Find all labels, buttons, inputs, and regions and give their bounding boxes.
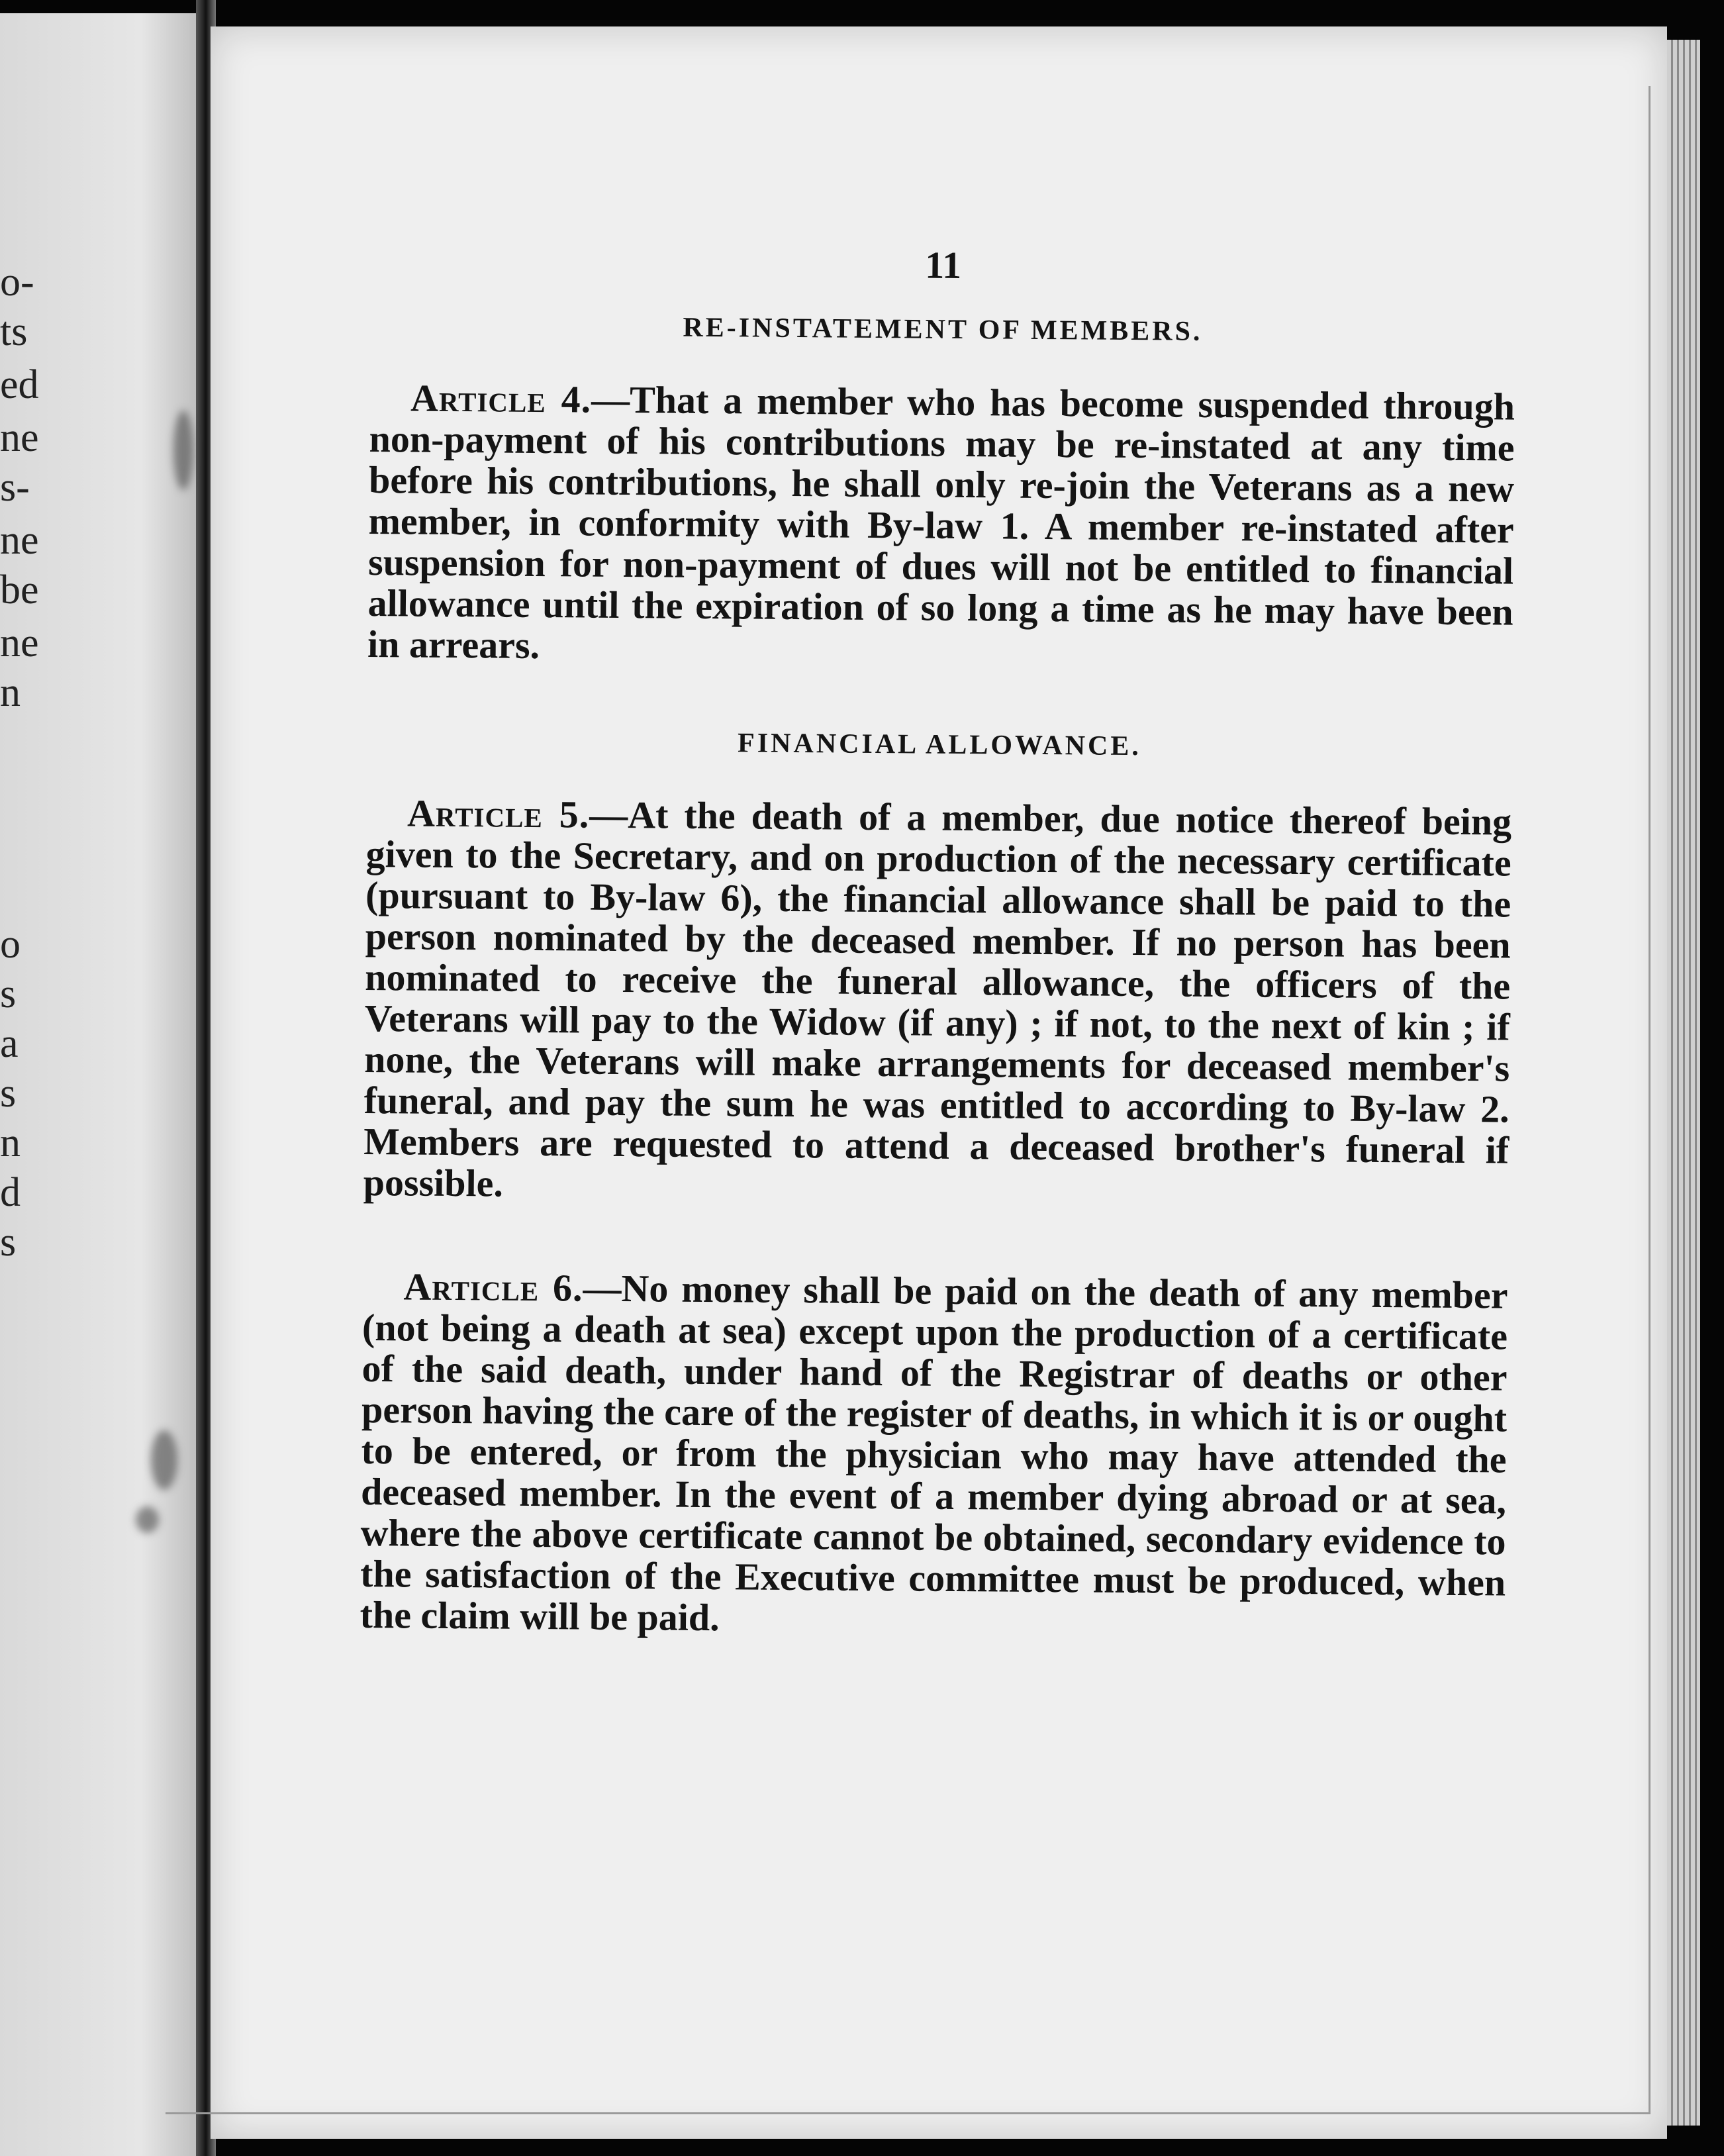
article-text: —No money shall be paid on the death of any member (not being a death at sea) except upon the production of a certificate of the said death, under hand of the Registrar of deaths or other person having the care of the register of deaths, in which it is or ought to be entered, or from the physician who may have attended the deceased member. In the event of a member dying abroad or at sea, where the above certificate cannot be obtained, secondary evidence to the satisfaction of the Executive committee must be produced, when the claim will be paid. (359, 1266, 1508, 1640)
left-fragment: s (0, 971, 17, 1016)
left-fragment: n (0, 1120, 21, 1165)
left-fragment: ne (0, 620, 39, 665)
left-fragment: d (0, 1170, 21, 1215)
article-label: Article 4. (410, 376, 592, 421)
article-label: Article 5. (407, 791, 590, 836)
left-fragment: be (0, 567, 39, 612)
section-heading: RE-INSTATEMENT OF MEMBERS. (683, 312, 1203, 347)
article-text: —That a member who has become suspended through non-payment of his contributions may be re-instated at any time before his contributions, he shall only re-join the Veterans as a new member, in conformity with By-law 1. A member re-instated after suspension for non-payment of dues will not be entitled to financial allowance until the expiration of so long a time as he may have been in arrears. (367, 377, 1515, 667)
page-stack-edges (1667, 40, 1700, 2126)
article-5 (363, 793, 1512, 1212)
left-fragment: ts (0, 309, 28, 354)
page-text (359, 238, 1516, 1645)
binding-smudge (136, 1506, 159, 1533)
previous-page-edge (0, 13, 202, 2156)
article-text: —At the death of a member, due notice thereof being given to the Secretary, and on production of the necessary certificate (pursuant to By-law 6), the financial allowance shall be paid to the person nominated by the deceased member. If no person has been nominated to receive the funeral allowance, the officers of the Veterans will pay to the Widow (if any) ; if not, to the next of kin ; if none, the Veterans will make arrangements for deceased member's funeral, and pay the sum he was entitled to according to By-law 2. Members are requested to attend a deceased brother's funeral if possible. (363, 793, 1512, 1205)
article-label: Article 6. (403, 1265, 583, 1310)
page-number: 11 (925, 243, 962, 287)
left-fragment: s (0, 1220, 17, 1265)
left-fragment: ne (0, 415, 39, 460)
left-fragment: o- (0, 260, 34, 305)
binding-smudge (151, 1430, 177, 1490)
left-fragment: s- (0, 465, 30, 510)
left-fragment: ne (0, 518, 39, 563)
left-fragment: o (0, 922, 21, 967)
left-fragment: n (0, 670, 21, 715)
article-6 (359, 1266, 1508, 1645)
binding-smudge (173, 411, 193, 490)
article-4 (367, 377, 1515, 674)
left-fragment: ed (0, 362, 39, 407)
left-fragment: a (0, 1021, 19, 1066)
left-fragment: s (0, 1071, 17, 1116)
section-heading: FINANCIAL ALLOWANCE. (737, 728, 1142, 762)
